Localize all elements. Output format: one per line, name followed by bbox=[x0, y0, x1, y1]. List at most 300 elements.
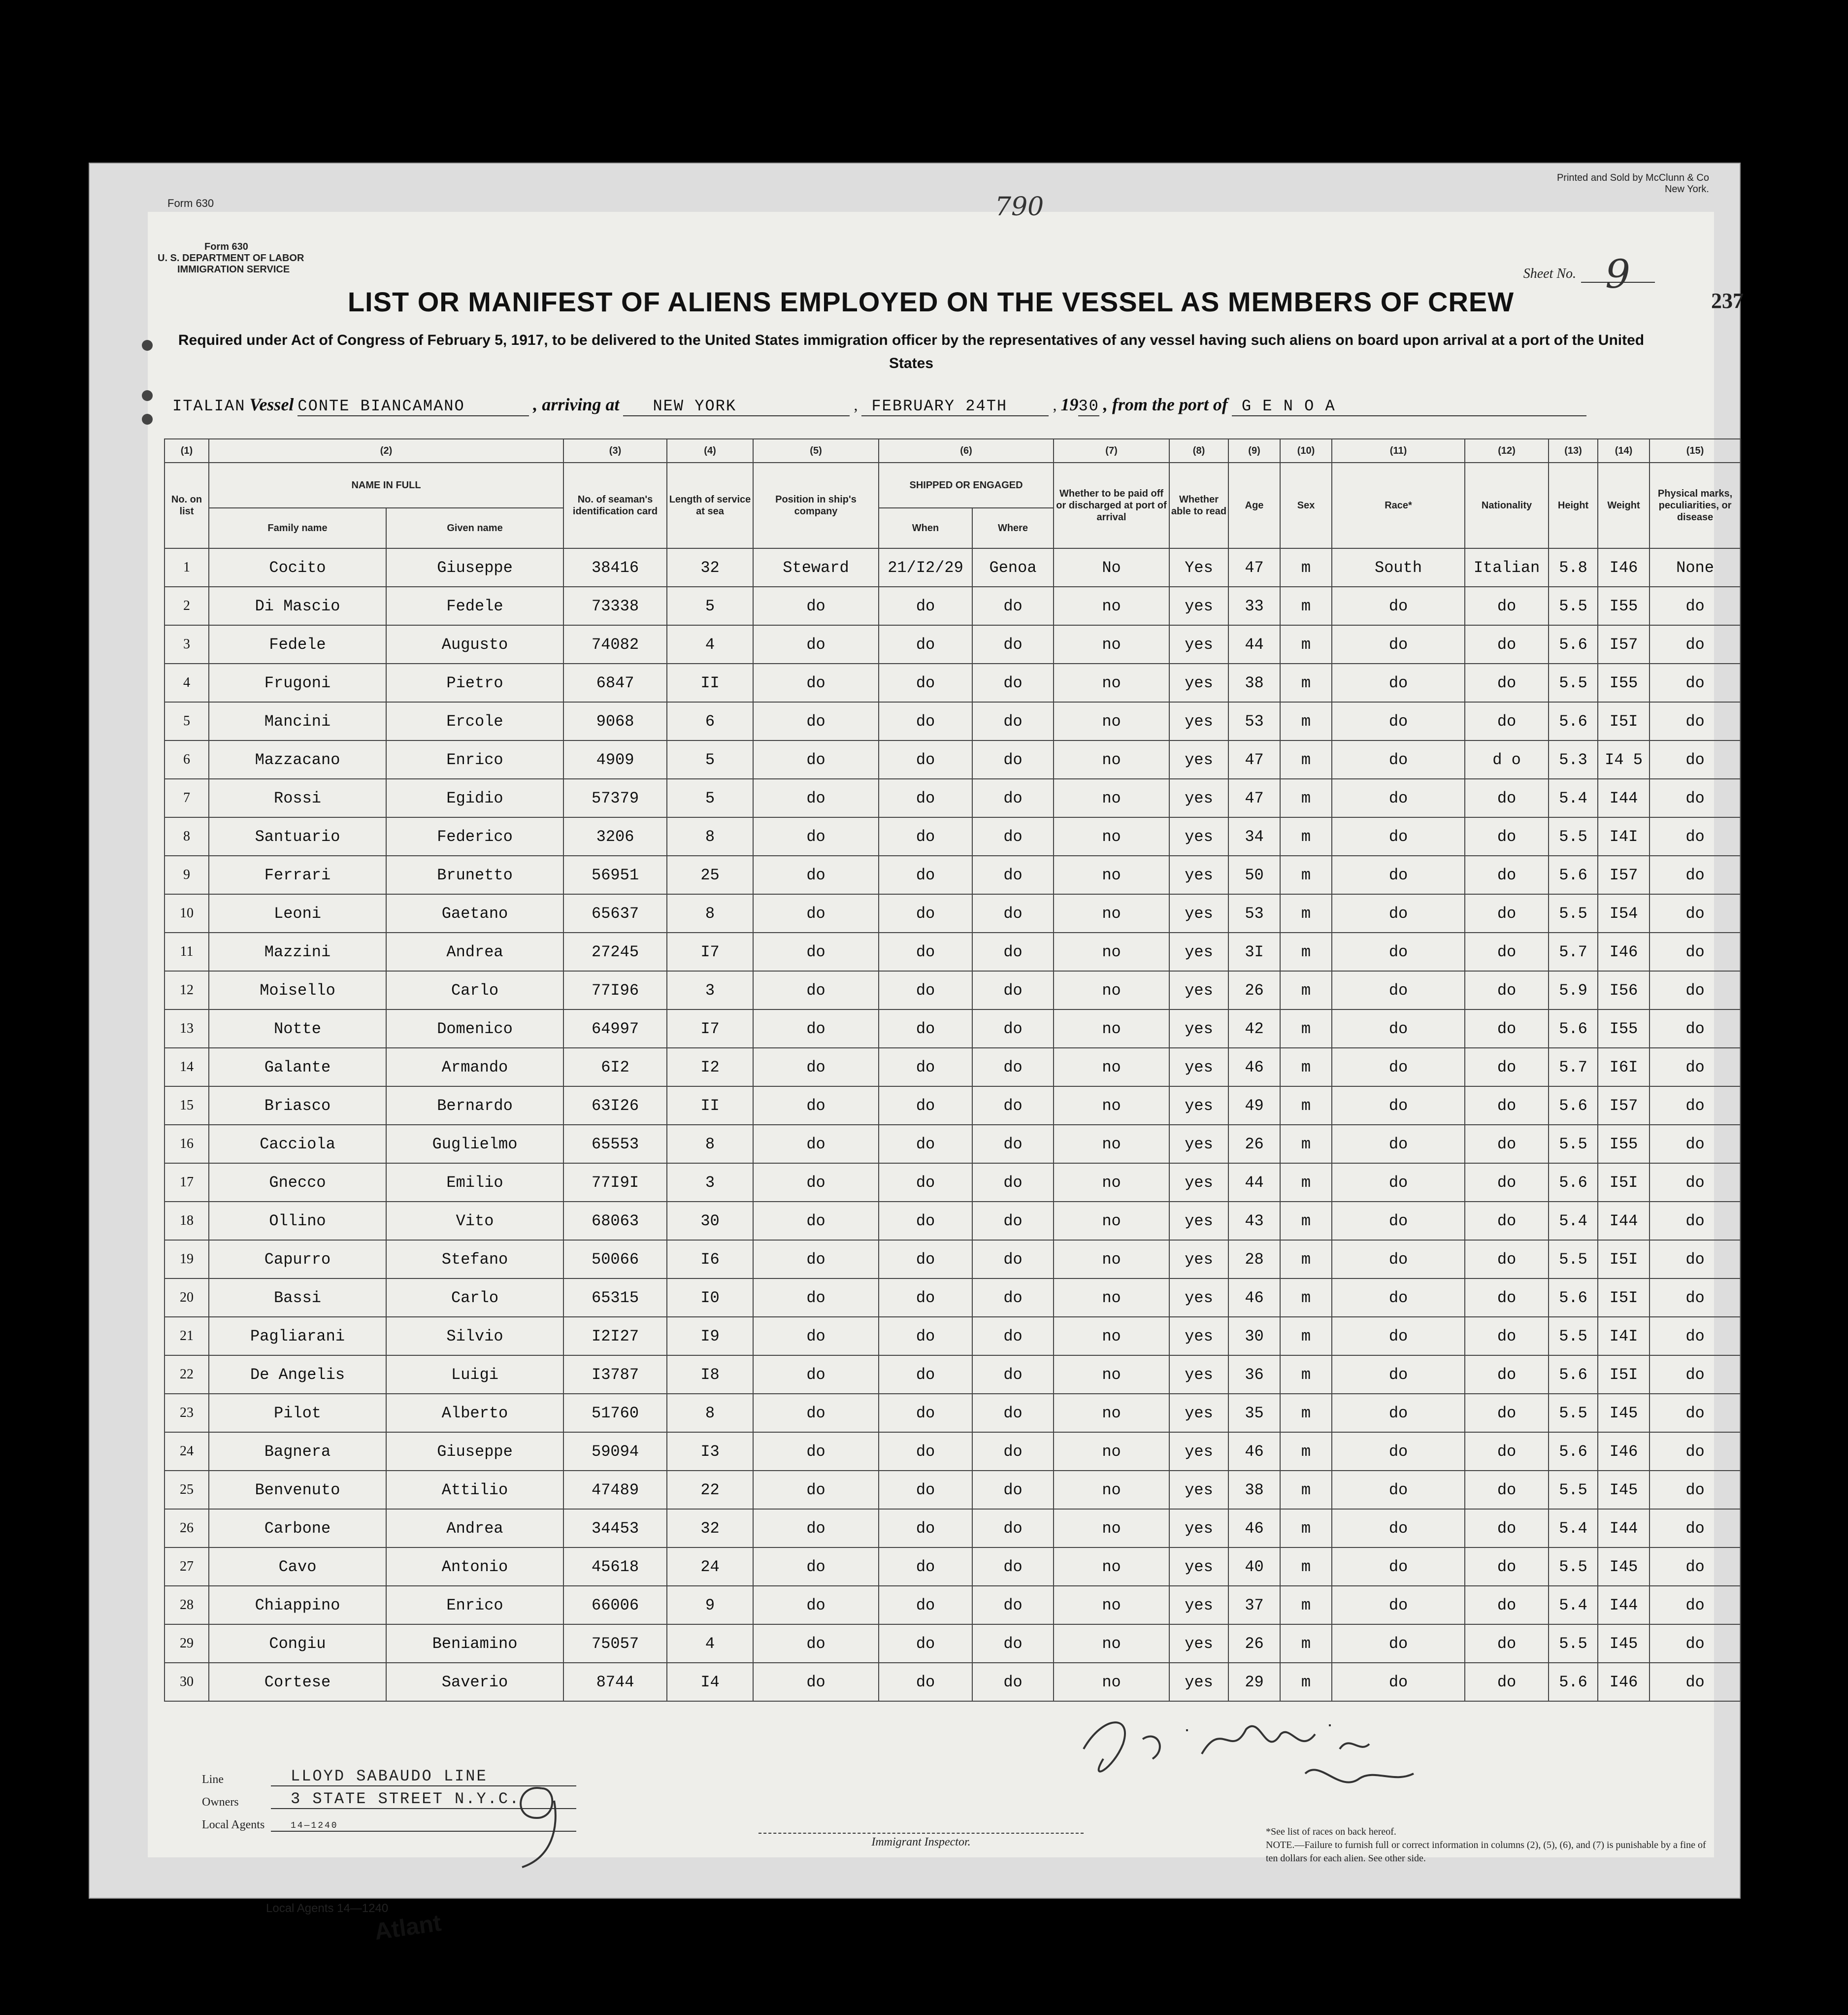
cell-family-name: Galante bbox=[209, 1048, 386, 1086]
cell-age: 35 bbox=[1228, 1394, 1280, 1432]
cell-length-service: 3 bbox=[667, 971, 753, 1009]
manifest-page bbox=[148, 172, 1744, 1864]
table-row bbox=[165, 1163, 1741, 1202]
cell-nationality: do bbox=[1465, 1663, 1549, 1701]
printer-line-1: Printed and Sold by McClunn & Co bbox=[1556, 172, 1709, 183]
col-num: (10) bbox=[1280, 439, 1332, 463]
cell-shipped-where: do bbox=[972, 1163, 1054, 1202]
cell-nationality: do bbox=[1465, 1048, 1549, 1086]
cell-given-name: Enrico bbox=[386, 1586, 563, 1624]
cell-able-read: yes bbox=[1169, 971, 1228, 1009]
cell-length-service: II bbox=[667, 1086, 753, 1125]
cell-length-service: I4 bbox=[667, 1663, 753, 1701]
cell-weight: I55 bbox=[1598, 1125, 1650, 1163]
cell-weight: I6I bbox=[1598, 1048, 1650, 1086]
cell-able-read: yes bbox=[1169, 625, 1228, 664]
cell-seaman-card: 64997 bbox=[563, 1009, 667, 1048]
cell-sex: m bbox=[1280, 625, 1332, 664]
header-paid-off: Whether to be paid off or discharged at port of arrival bbox=[1054, 463, 1169, 548]
cell-nationality: d o bbox=[1465, 740, 1549, 779]
cell-age: 46 bbox=[1228, 1509, 1280, 1547]
cell-able-read: yes bbox=[1169, 779, 1228, 817]
cell-height: 5.6 bbox=[1549, 625, 1598, 664]
header-where: Where bbox=[972, 508, 1054, 548]
cell-family-name: Cortese bbox=[209, 1663, 386, 1701]
cell-shipped-where: do bbox=[972, 1086, 1054, 1125]
cell-length-service: 5 bbox=[667, 779, 753, 817]
cell-height: 5.5 bbox=[1549, 664, 1598, 702]
cell-sex: m bbox=[1280, 1163, 1332, 1202]
cell-row-number: 29 bbox=[165, 1624, 209, 1663]
cell-shipped-where: do bbox=[972, 664, 1054, 702]
cell-able-read: yes bbox=[1169, 1547, 1228, 1586]
cell-seaman-card: 38416 bbox=[563, 548, 667, 587]
cell-seaman-card: 6I2 bbox=[563, 1048, 667, 1086]
cell-sex: m bbox=[1280, 740, 1332, 779]
cell-nationality: do bbox=[1465, 1471, 1549, 1509]
cell-marks: do bbox=[1650, 971, 1741, 1009]
owners-value: 3 STATE STREET N.Y.C. bbox=[271, 1790, 576, 1809]
cell-row-number: 16 bbox=[165, 1125, 209, 1163]
cell-age: 42 bbox=[1228, 1009, 1280, 1048]
header-marks: Physical marks, peculiarities, or disease bbox=[1650, 463, 1741, 548]
col-num: (13) bbox=[1549, 439, 1598, 463]
bullet-icon bbox=[142, 340, 153, 351]
header-age: Age bbox=[1228, 463, 1280, 548]
cell-given-name: Silvio bbox=[386, 1317, 563, 1355]
cell-able-read: yes bbox=[1169, 1394, 1228, 1432]
cell-shipped-where: do bbox=[972, 1202, 1054, 1240]
cell-nationality: do bbox=[1465, 1163, 1549, 1202]
cell-family-name: Cocito bbox=[209, 548, 386, 587]
table-row bbox=[165, 1125, 1741, 1163]
header-when: When bbox=[879, 508, 972, 548]
cell-nationality: do bbox=[1465, 1202, 1549, 1240]
cell-race: do bbox=[1332, 664, 1465, 702]
cell-weight: I46 bbox=[1598, 548, 1650, 587]
cell-length-service: 9 bbox=[667, 1586, 753, 1624]
cell-shipped-where: do bbox=[972, 1240, 1054, 1278]
cell-marks: do bbox=[1650, 1432, 1741, 1471]
cell-given-name: Pietro bbox=[386, 664, 563, 702]
cell-row-number: 30 bbox=[165, 1663, 209, 1701]
cell-seaman-card: 74082 bbox=[563, 625, 667, 664]
cell-shipped-when: do bbox=[879, 894, 972, 933]
cell-height: 5.5 bbox=[1549, 1240, 1598, 1278]
cell-position: do bbox=[753, 1509, 879, 1547]
header-sex: Sex bbox=[1280, 463, 1332, 548]
cell-weight: I46 bbox=[1598, 1432, 1650, 1471]
cell-paid-off: no bbox=[1054, 625, 1169, 664]
cell-race: do bbox=[1332, 1471, 1465, 1509]
cell-height: 5.5 bbox=[1549, 1394, 1598, 1432]
cell-family-name: Leoni bbox=[209, 894, 386, 933]
col-num: (2) bbox=[209, 439, 563, 463]
cell-length-service: 5 bbox=[667, 740, 753, 779]
cell-length-service: I7 bbox=[667, 1009, 753, 1048]
cell-shipped-where: do bbox=[972, 1663, 1054, 1701]
cell-nationality: do bbox=[1465, 1278, 1549, 1317]
cell-length-service: I0 bbox=[667, 1278, 753, 1317]
cell-weight: I44 bbox=[1598, 1586, 1650, 1624]
cell-paid-off: no bbox=[1054, 1547, 1169, 1586]
cell-age: 49 bbox=[1228, 1086, 1280, 1125]
cell-length-service: I9 bbox=[667, 1317, 753, 1355]
cell-row-number: 18 bbox=[165, 1202, 209, 1240]
column-header-row bbox=[165, 463, 1741, 508]
cell-position: do bbox=[753, 1202, 879, 1240]
cell-shipped-when: do bbox=[879, 1048, 972, 1086]
inspector-signature bbox=[1074, 1685, 1419, 1803]
cell-row-number: 12 bbox=[165, 971, 209, 1009]
cell-seaman-card: 50066 bbox=[563, 1240, 667, 1278]
arriving-label: , arriving at bbox=[533, 395, 620, 414]
cell-height: 5.5 bbox=[1549, 1317, 1598, 1355]
service: IMMIGRATION SERVICE bbox=[177, 264, 290, 275]
cell-paid-off: no bbox=[1054, 1048, 1169, 1086]
sheet-label: Sheet No. bbox=[1523, 266, 1576, 281]
cell-shipped-where: do bbox=[972, 1586, 1054, 1624]
cell-given-name: Bernardo bbox=[386, 1086, 563, 1125]
cell-able-read: yes bbox=[1169, 894, 1228, 933]
owners-label: Owners bbox=[202, 1796, 239, 1809]
cell-seaman-card: 75057 bbox=[563, 1624, 667, 1663]
cell-position: do bbox=[753, 1432, 879, 1471]
cell-marks: do bbox=[1650, 1663, 1741, 1701]
cell-shipped-when: do bbox=[879, 1355, 972, 1394]
cell-age: 46 bbox=[1228, 1048, 1280, 1086]
cell-marks: do bbox=[1650, 856, 1741, 894]
cell-shipped-where: do bbox=[972, 1048, 1054, 1086]
cell-paid-off: no bbox=[1054, 1586, 1169, 1624]
cell-row-number: 10 bbox=[165, 894, 209, 933]
cell-row-number: 23 bbox=[165, 1394, 209, 1432]
cell-shipped-when: do bbox=[879, 817, 972, 856]
cell-family-name: Mancini bbox=[209, 702, 386, 740]
cell-family-name: Chiappino bbox=[209, 1586, 386, 1624]
cell-sex: m bbox=[1280, 1009, 1332, 1048]
cell-marks: do bbox=[1650, 894, 1741, 933]
cell-race: do bbox=[1332, 702, 1465, 740]
cell-position: do bbox=[753, 1471, 879, 1509]
cell-length-service: 32 bbox=[667, 1509, 753, 1547]
cell-age: 43 bbox=[1228, 1202, 1280, 1240]
vessel-name: CONTE BIANCAMANO bbox=[297, 397, 529, 416]
table-row bbox=[165, 1086, 1741, 1125]
cell-nationality: do bbox=[1465, 971, 1549, 1009]
cell-position: do bbox=[753, 779, 879, 817]
cell-position: do bbox=[753, 1317, 879, 1355]
cell-height: 5.6 bbox=[1549, 856, 1598, 894]
cell-paid-off: no bbox=[1054, 1240, 1169, 1278]
cell-sex: m bbox=[1280, 548, 1332, 587]
col-num: (4) bbox=[667, 439, 753, 463]
cell-shipped-where: do bbox=[972, 779, 1054, 817]
owners-row bbox=[202, 1786, 576, 1809]
cell-position: do bbox=[753, 1086, 879, 1125]
cell-paid-off: no bbox=[1054, 817, 1169, 856]
cell-sex: m bbox=[1280, 1086, 1332, 1125]
cell-nationality: do bbox=[1465, 664, 1549, 702]
cell-age: 26 bbox=[1228, 1125, 1280, 1163]
cell-family-name: Fedele bbox=[209, 625, 386, 664]
cell-able-read: yes bbox=[1169, 1355, 1228, 1394]
year-prefix: 19 bbox=[1060, 395, 1079, 414]
cell-position: do bbox=[753, 1125, 879, 1163]
cell-shipped-where: Genoa bbox=[972, 548, 1054, 587]
cell-given-name: Giuseppe bbox=[386, 548, 563, 587]
cell-weight: I45 bbox=[1598, 1547, 1650, 1586]
header-able-read: Whether able to read bbox=[1169, 463, 1228, 548]
table-row bbox=[165, 1048, 1741, 1086]
cell-height: 5.5 bbox=[1549, 817, 1598, 856]
cell-age: 36 bbox=[1228, 1355, 1280, 1394]
cell-sex: m bbox=[1280, 1432, 1332, 1471]
cell-height: 5.6 bbox=[1549, 1278, 1598, 1317]
cell-row-number: 26 bbox=[165, 1509, 209, 1547]
cell-family-name: Gnecco bbox=[209, 1163, 386, 1202]
cell-marks: do bbox=[1650, 817, 1741, 856]
cell-weight: I4I bbox=[1598, 1317, 1650, 1355]
cell-seaman-card: 65637 bbox=[563, 894, 667, 933]
cell-able-read: yes bbox=[1169, 1317, 1228, 1355]
cell-row-number: 27 bbox=[165, 1547, 209, 1586]
cell-row-number: 21 bbox=[165, 1317, 209, 1355]
col-num: (6) bbox=[879, 439, 1054, 463]
cell-paid-off: no bbox=[1054, 1278, 1169, 1317]
cell-nationality: do bbox=[1465, 933, 1549, 971]
cell-given-name: Antonio bbox=[386, 1547, 563, 1586]
cell-length-service: I3 bbox=[667, 1432, 753, 1471]
cell-weight: I4 5 bbox=[1598, 740, 1650, 779]
cell-marks: do bbox=[1650, 1547, 1741, 1586]
cell-age: 33 bbox=[1228, 587, 1280, 625]
cell-length-service: 6 bbox=[667, 702, 753, 740]
cell-race: do bbox=[1332, 625, 1465, 664]
cell-marks: do bbox=[1650, 625, 1741, 664]
cell-paid-off: no bbox=[1054, 1086, 1169, 1125]
cell-shipped-when: do bbox=[879, 1547, 972, 1586]
header-no-on-list: No. on list bbox=[165, 463, 209, 548]
cell-height: 5.7 bbox=[1549, 1048, 1598, 1086]
cell-marks: do bbox=[1650, 779, 1741, 817]
cell-shipped-when: do bbox=[879, 971, 972, 1009]
cell-seaman-card: 6847 bbox=[563, 664, 667, 702]
cell-paid-off: no bbox=[1054, 587, 1169, 625]
cell-given-name: Carlo bbox=[386, 1278, 563, 1317]
col-num: (3) bbox=[563, 439, 667, 463]
cell-paid-off: no bbox=[1054, 856, 1169, 894]
cell-sex: m bbox=[1280, 933, 1332, 971]
cell-row-number: 19 bbox=[165, 1240, 209, 1278]
cell-given-name: Enrico bbox=[386, 740, 563, 779]
cell-sex: m bbox=[1280, 817, 1332, 856]
cell-family-name: Congiu bbox=[209, 1624, 386, 1663]
bullet-icon bbox=[142, 390, 153, 401]
year-suffix: 30 bbox=[1078, 397, 1099, 415]
cell-age: 50 bbox=[1228, 856, 1280, 894]
cell-given-name: Andrea bbox=[386, 1509, 563, 1547]
cell-nationality: do bbox=[1465, 1240, 1549, 1278]
cell-height: 5.4 bbox=[1549, 779, 1598, 817]
header-name-in-full: NAME IN FULL bbox=[209, 463, 563, 508]
cell-length-service: 5 bbox=[667, 587, 753, 625]
cell-row-number: 1 bbox=[165, 548, 209, 587]
cell-sex: m bbox=[1280, 1355, 1332, 1394]
cell-paid-off: No bbox=[1054, 548, 1169, 587]
cell-paid-off: no bbox=[1054, 702, 1169, 740]
cell-weight: I5I bbox=[1598, 702, 1650, 740]
cell-nationality: do bbox=[1465, 587, 1549, 625]
cell-position: do bbox=[753, 1009, 879, 1048]
cell-race: South bbox=[1332, 548, 1465, 587]
cell-paid-off: no bbox=[1054, 1355, 1169, 1394]
cell-row-number: 2 bbox=[165, 587, 209, 625]
cell-nationality: do bbox=[1465, 1086, 1549, 1125]
crew-rows bbox=[165, 548, 1741, 1701]
cell-length-service: 25 bbox=[667, 856, 753, 894]
printer-credit bbox=[1557, 172, 1709, 195]
cell-race: do bbox=[1332, 1086, 1465, 1125]
cell-seaman-card: 51760 bbox=[563, 1394, 667, 1432]
arriving-port: NEW YORK bbox=[623, 397, 850, 416]
vessel-label: Vessel bbox=[249, 395, 294, 414]
cell-length-service: 3 bbox=[667, 1163, 753, 1202]
cell-row-number: 5 bbox=[165, 702, 209, 740]
cell-race: do bbox=[1332, 856, 1465, 894]
cell-race: do bbox=[1332, 1317, 1465, 1355]
cell-row-number: 11 bbox=[165, 933, 209, 971]
cell-weight: I54 bbox=[1598, 894, 1650, 933]
cell-nationality: do bbox=[1465, 817, 1549, 856]
cell-shipped-where: do bbox=[972, 587, 1054, 625]
cell-position: do bbox=[753, 1663, 879, 1701]
cell-sex: m bbox=[1280, 971, 1332, 1009]
cell-row-number: 25 bbox=[165, 1471, 209, 1509]
crew-table bbox=[164, 438, 1741, 1702]
cell-shipped-when: 21/I2/29 bbox=[879, 548, 972, 587]
cell-given-name: Vito bbox=[386, 1202, 563, 1240]
cell-age: 47 bbox=[1228, 779, 1280, 817]
cell-position: do bbox=[753, 740, 879, 779]
cell-race: do bbox=[1332, 740, 1465, 779]
cell-given-name: Alberto bbox=[386, 1394, 563, 1432]
table-row bbox=[165, 587, 1741, 625]
cell-shipped-where: do bbox=[972, 1547, 1054, 1586]
cell-able-read: yes bbox=[1169, 1163, 1228, 1202]
cell-marks: do bbox=[1650, 933, 1741, 971]
cell-sex: m bbox=[1280, 1547, 1332, 1586]
cell-nationality: do bbox=[1465, 1586, 1549, 1624]
cell-height: 5.5 bbox=[1549, 587, 1598, 625]
back-form-number: Form 630 bbox=[167, 197, 214, 209]
sheet-number: 9 bbox=[1605, 251, 1630, 297]
cell-shipped-where: do bbox=[972, 1509, 1054, 1547]
cell-position: do bbox=[753, 625, 879, 664]
cell-height: 5.3 bbox=[1549, 740, 1598, 779]
cell-race: do bbox=[1332, 779, 1465, 817]
cell-marks: None bbox=[1650, 548, 1741, 587]
cell-age: 34 bbox=[1228, 817, 1280, 856]
cell-shipped-when: do bbox=[879, 702, 972, 740]
cell-age: 26 bbox=[1228, 971, 1280, 1009]
cell-sex: m bbox=[1280, 1202, 1332, 1240]
cell-given-name: Luigi bbox=[386, 1355, 563, 1394]
cell-length-service: I8 bbox=[667, 1355, 753, 1394]
table-row bbox=[165, 1317, 1741, 1355]
cell-given-name: Augusto bbox=[386, 625, 563, 664]
table-row bbox=[165, 817, 1741, 856]
cell-able-read: yes bbox=[1169, 856, 1228, 894]
cell-position: do bbox=[753, 1586, 879, 1624]
cell-position: do bbox=[753, 1240, 879, 1278]
cell-family-name: Briasco bbox=[209, 1086, 386, 1125]
cell-sex: m bbox=[1280, 894, 1332, 933]
cell-marks: do bbox=[1650, 1163, 1741, 1202]
header-length-service: Length of service at sea bbox=[667, 463, 753, 548]
cell-shipped-where: do bbox=[972, 971, 1054, 1009]
cell-age: 38 bbox=[1228, 664, 1280, 702]
cell-family-name: De Angelis bbox=[209, 1355, 386, 1394]
cell-weight: I45 bbox=[1598, 1471, 1650, 1509]
cell-shipped-where: do bbox=[972, 1432, 1054, 1471]
cell-shipped-where: do bbox=[972, 702, 1054, 740]
table-row bbox=[165, 1432, 1741, 1471]
cell-row-number: 14 bbox=[165, 1048, 209, 1086]
cell-family-name: Cacciola bbox=[209, 1125, 386, 1163]
cell-marks: do bbox=[1650, 1317, 1741, 1355]
cell-paid-off: no bbox=[1054, 740, 1169, 779]
cell-shipped-where: do bbox=[972, 1624, 1054, 1663]
table-row bbox=[165, 1394, 1741, 1432]
cell-row-number: 4 bbox=[165, 664, 209, 702]
cell-able-read: yes bbox=[1169, 1278, 1228, 1317]
cell-race: do bbox=[1332, 1624, 1465, 1663]
cell-length-service: 22 bbox=[667, 1471, 753, 1509]
cell-row-number: 13 bbox=[165, 1009, 209, 1048]
cell-able-read: yes bbox=[1169, 1509, 1228, 1547]
cell-marks: do bbox=[1650, 587, 1741, 625]
agents-label: Local Agents bbox=[202, 1818, 265, 1831]
cell-paid-off: no bbox=[1054, 971, 1169, 1009]
cell-height: 5.7 bbox=[1549, 933, 1598, 971]
cell-nationality: do bbox=[1465, 702, 1549, 740]
cell-height: 5.6 bbox=[1549, 1086, 1598, 1125]
cell-length-service: I7 bbox=[667, 933, 753, 971]
table-row bbox=[165, 779, 1741, 817]
cell-marks: do bbox=[1650, 1355, 1741, 1394]
cell-race: do bbox=[1332, 1048, 1465, 1086]
cell-height: 5.4 bbox=[1549, 1586, 1598, 1624]
cell-position: do bbox=[753, 856, 879, 894]
cell-shipped-where: do bbox=[972, 1394, 1054, 1432]
table-row bbox=[165, 1663, 1741, 1701]
departure-port: G E N O A bbox=[1232, 397, 1586, 416]
cell-family-name: Ollino bbox=[209, 1202, 386, 1240]
cell-paid-off: no bbox=[1054, 1009, 1169, 1048]
cell-weight: I45 bbox=[1598, 1624, 1650, 1663]
printer-line-2: New York. bbox=[1664, 184, 1709, 195]
cell-shipped-when: do bbox=[879, 587, 972, 625]
cell-seaman-card: 8744 bbox=[563, 1663, 667, 1701]
table-row bbox=[165, 971, 1741, 1009]
cell-sex: m bbox=[1280, 702, 1332, 740]
col-num: (5) bbox=[753, 439, 879, 463]
cell-nationality: do bbox=[1465, 1432, 1549, 1471]
cell-family-name: Bassi bbox=[209, 1278, 386, 1317]
cell-nationality: do bbox=[1465, 1394, 1549, 1432]
cell-shipped-when: do bbox=[879, 1394, 972, 1432]
